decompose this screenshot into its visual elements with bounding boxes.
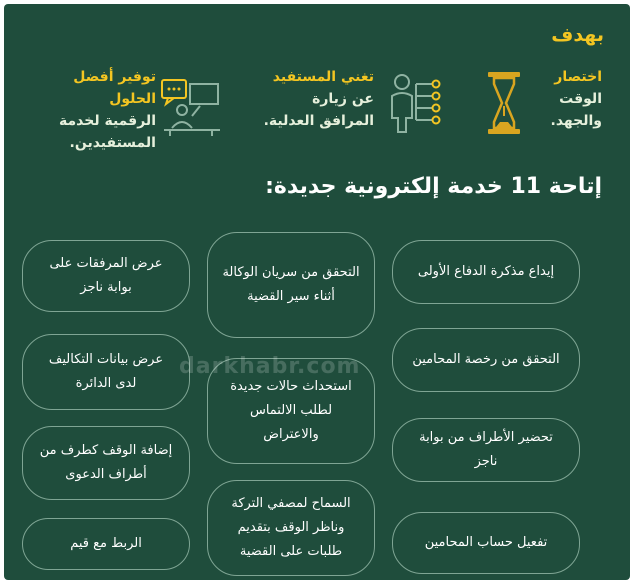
goal-time-saving [430, 66, 630, 146]
person-network-icon [386, 70, 442, 140]
goal-accent: توفير أفضل الحلول [73, 69, 156, 107]
goal-no-visit [224, 66, 454, 146]
goal-rest: الوقت والجهد. [550, 91, 602, 129]
service-item: التحقق من سريان الوكالة أثناء سير القضية [207, 232, 375, 338]
service-item: عرض المرفقات على بوابة ناجز [22, 240, 190, 312]
services-title: إتاحة 11 خدمة إلكترونية جديدة: [265, 174, 602, 199]
goal-heading: بهدف [551, 24, 604, 46]
goal-rest: الرقمية لخدمة المستفيدين. [59, 113, 156, 151]
service-item: إضافة الوقف كطرف من أطراف الدعوى [22, 426, 190, 500]
service-item: السماح لمصفي التركة وناظر الوقف بتقديم طلبات على القضية [207, 480, 375, 576]
service-item: عرض بيانات التكاليف لدى الدائرة [22, 334, 190, 410]
goal-rest: عن زيارة المرافق العدلية. [263, 91, 374, 129]
service-item: تفعيل حساب المحامين [392, 512, 580, 574]
watermark: darkhabr.com [179, 354, 361, 379]
goal-accent: اختصار [554, 69, 602, 85]
infographic-card [4, 4, 630, 580]
hourglass-icon [486, 70, 522, 140]
presentation-icon [160, 78, 222, 140]
service-item: الربط مع قيم [22, 518, 190, 570]
goal-digital-solutions [4, 66, 224, 151]
service-item: تحضير الأطراف من بوابة ناجز [392, 418, 580, 482]
service-item: استحداث حالات جديدة لطلب الالتماس والاعتراض [207, 358, 375, 464]
service-item: التحقق من رخصة المحامين [392, 328, 580, 392]
service-item: إيداع مذكرة الدفاع الأولى [392, 240, 580, 304]
goal-accent: تغني المستفيد [272, 69, 374, 85]
